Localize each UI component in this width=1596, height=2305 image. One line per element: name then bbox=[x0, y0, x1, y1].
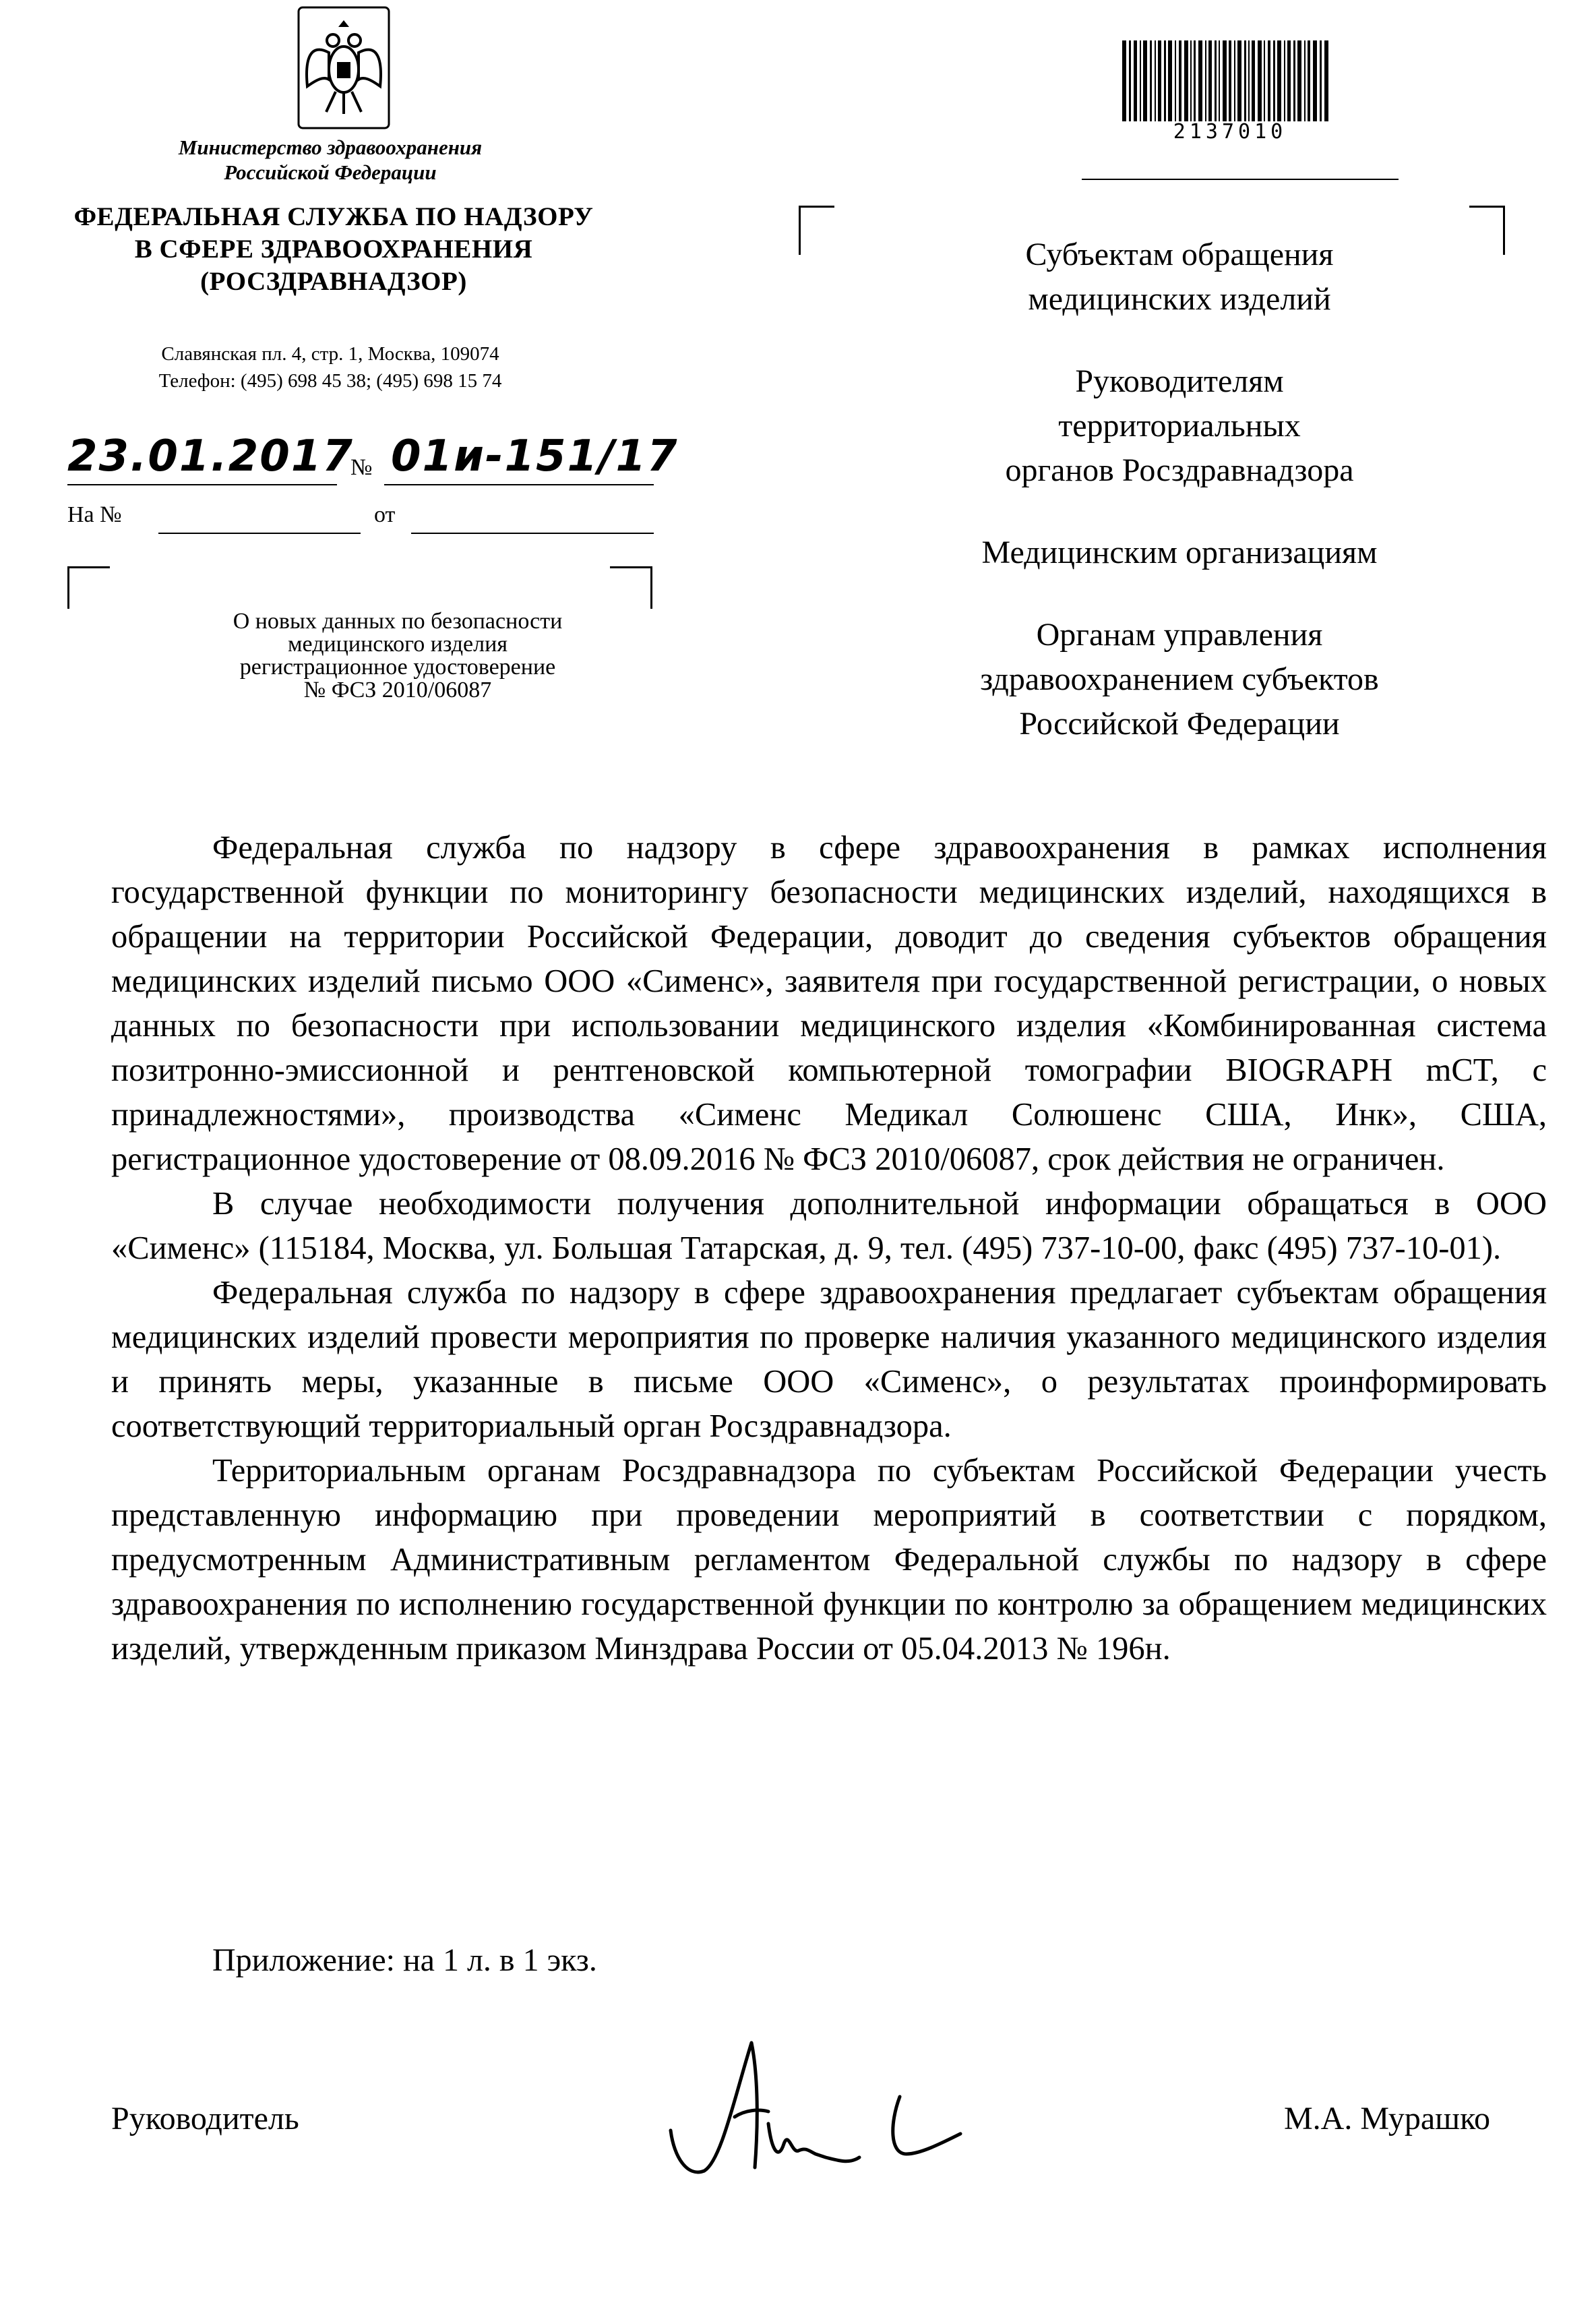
recipient-4-line-3: Российской Федерации bbox=[1019, 706, 1340, 742]
number-sign: № bbox=[350, 455, 373, 480]
recipient-1-line-2: медицинских изделий bbox=[1028, 281, 1331, 317]
signatory-name: М.А. Мурашко bbox=[1284, 2101, 1490, 2136]
recipient-2-line-3: органов Росздравнадзора bbox=[1005, 452, 1354, 488]
recipient-2-line-1: Руководителям bbox=[1075, 363, 1284, 399]
letter-subject bbox=[175, 610, 620, 702]
ministry-line-2: Российской Федерации bbox=[224, 160, 437, 184]
body-paragraph-3: Федеральная служба по надзору в сфере здравоохранения предлагает субъектам обращения медицинских изделий провести мероприятия по проверке наличия указанного медицинского изделия и принять меры, указанные в письме ООО «Сименс», о результатах проинформировать соответствующий территориальный орган Росздравнадзора. bbox=[111, 1275, 1547, 1444]
recipient-4-line-1: Органам управления bbox=[1036, 617, 1323, 653]
attachment-note: Приложение: на 1 л. в 1 экз. bbox=[212, 1942, 597, 1978]
recipients-corner-left bbox=[799, 206, 834, 255]
reference-label: На № bbox=[67, 502, 122, 527]
ministry-name bbox=[81, 135, 580, 185]
agency-address bbox=[81, 340, 580, 394]
ministry-line-1: Министерство здравоохранения bbox=[178, 136, 483, 159]
recipient-3 bbox=[876, 531, 1483, 575]
recipient-4 bbox=[876, 613, 1483, 746]
barcode-underline bbox=[1082, 179, 1399, 180]
handwritten-signature-icon bbox=[657, 2016, 994, 2184]
letter-body bbox=[111, 826, 1547, 1671]
body-paragraph-2: В случае необходимости получения дополнительной информации обращаться в ООО «Сименс» (115184, Москва, ул. Большая Татарская, д. 9, тел. (495) 737-10-00, факс (495) 737-10-01). bbox=[111, 1186, 1547, 1266]
signatory-title: Руководитель bbox=[111, 2101, 299, 2136]
barcode-number: 2137010 bbox=[1173, 120, 1287, 144]
reference-from-label: от bbox=[374, 502, 396, 527]
subject-corner-left bbox=[67, 566, 110, 609]
subject-line-4: № ФСЗ 2010/06087 bbox=[303, 678, 492, 702]
agency-line-2: В СФЕРЕ ЗДРАВООХРАНЕНИЯ bbox=[134, 235, 533, 264]
recipient-4-line-2: здравоохранением субъектов bbox=[980, 661, 1379, 697]
recipient-2-line-2: территориальных bbox=[1058, 408, 1301, 444]
recipient-3-line-1: Медицинским организациям bbox=[981, 535, 1378, 570]
number-underline bbox=[384, 484, 654, 485]
agency-name bbox=[54, 201, 613, 298]
body-paragraph-4: Территориальным органам Росздравнадзора по субъектам Российской Федерации учесть представленную информацию при проведении мероприятий в соответствии с порядком, предусмотренным Административным регламентом Федеральной службы по надзору в сфере здравоохранения по исполнению государственной функции по контролю за обращением медицинских изделий, утвержденным приказом Минздрава России от 05.04.2013 № 196н. bbox=[111, 1453, 1547, 1667]
outgoing-number: 01и-151/17 bbox=[391, 431, 679, 481]
recipient-2 bbox=[876, 359, 1483, 493]
reference-row bbox=[67, 502, 122, 528]
subject-corner-right bbox=[610, 566, 652, 609]
date-underline bbox=[67, 484, 337, 485]
subject-line-2: медицинского изделия bbox=[288, 632, 508, 657]
reference-date-line bbox=[411, 533, 654, 534]
agency-line-1: ФЕДЕРАЛЬНАЯ СЛУЖБА ПО НАДЗОРУ bbox=[73, 202, 594, 231]
phone-line: Телефон: (495) 698 45 38; (495) 698 15 74 bbox=[158, 370, 502, 392]
address-line: Славянская пл. 4, стр. 1, Москва, 109074 bbox=[161, 343, 499, 365]
agency-line-3: (РОСЗДРАВНАДЗОР) bbox=[200, 267, 467, 296]
recipient-1-line-1: Субъектам обращения bbox=[1025, 237, 1334, 272]
subject-line-1: О новых данных по безопасности bbox=[233, 609, 563, 634]
recipient-1 bbox=[876, 233, 1483, 322]
reference-number-line bbox=[158, 533, 361, 534]
outgoing-date: 23.01.2017 bbox=[67, 431, 354, 481]
subject-line-3: регистрационное удостоверение bbox=[239, 655, 556, 680]
recipients-block bbox=[876, 233, 1483, 784]
body-paragraph-1: Федеральная служба по надзору в сфере здравоохранения в рамках исполнения государственной функции по мониторингу безопасности медицинских изделий, находящихся в обращении на территории Российской Федерации, доводит до сведения субъектов обращения медицинских изделий письмо ООО «Сименс», заявителя при государственной регистрации, о новых данных по безопасности при использовании медицинского изделия «Комбинированная система позитронно-эмиссионной и рентгеновской компьютерной томографии BIOGRAPH mCT, с принадлежностями», производства «Сименс Медикал Солюшенс США, Инк», США, регистрационное удостоверение от 08.09.2016 № ФСЗ 2010/06087, срок действия не ограничен. bbox=[111, 830, 1547, 1177]
state-emblem-icon bbox=[297, 5, 391, 130]
barcode bbox=[1122, 40, 1331, 121]
